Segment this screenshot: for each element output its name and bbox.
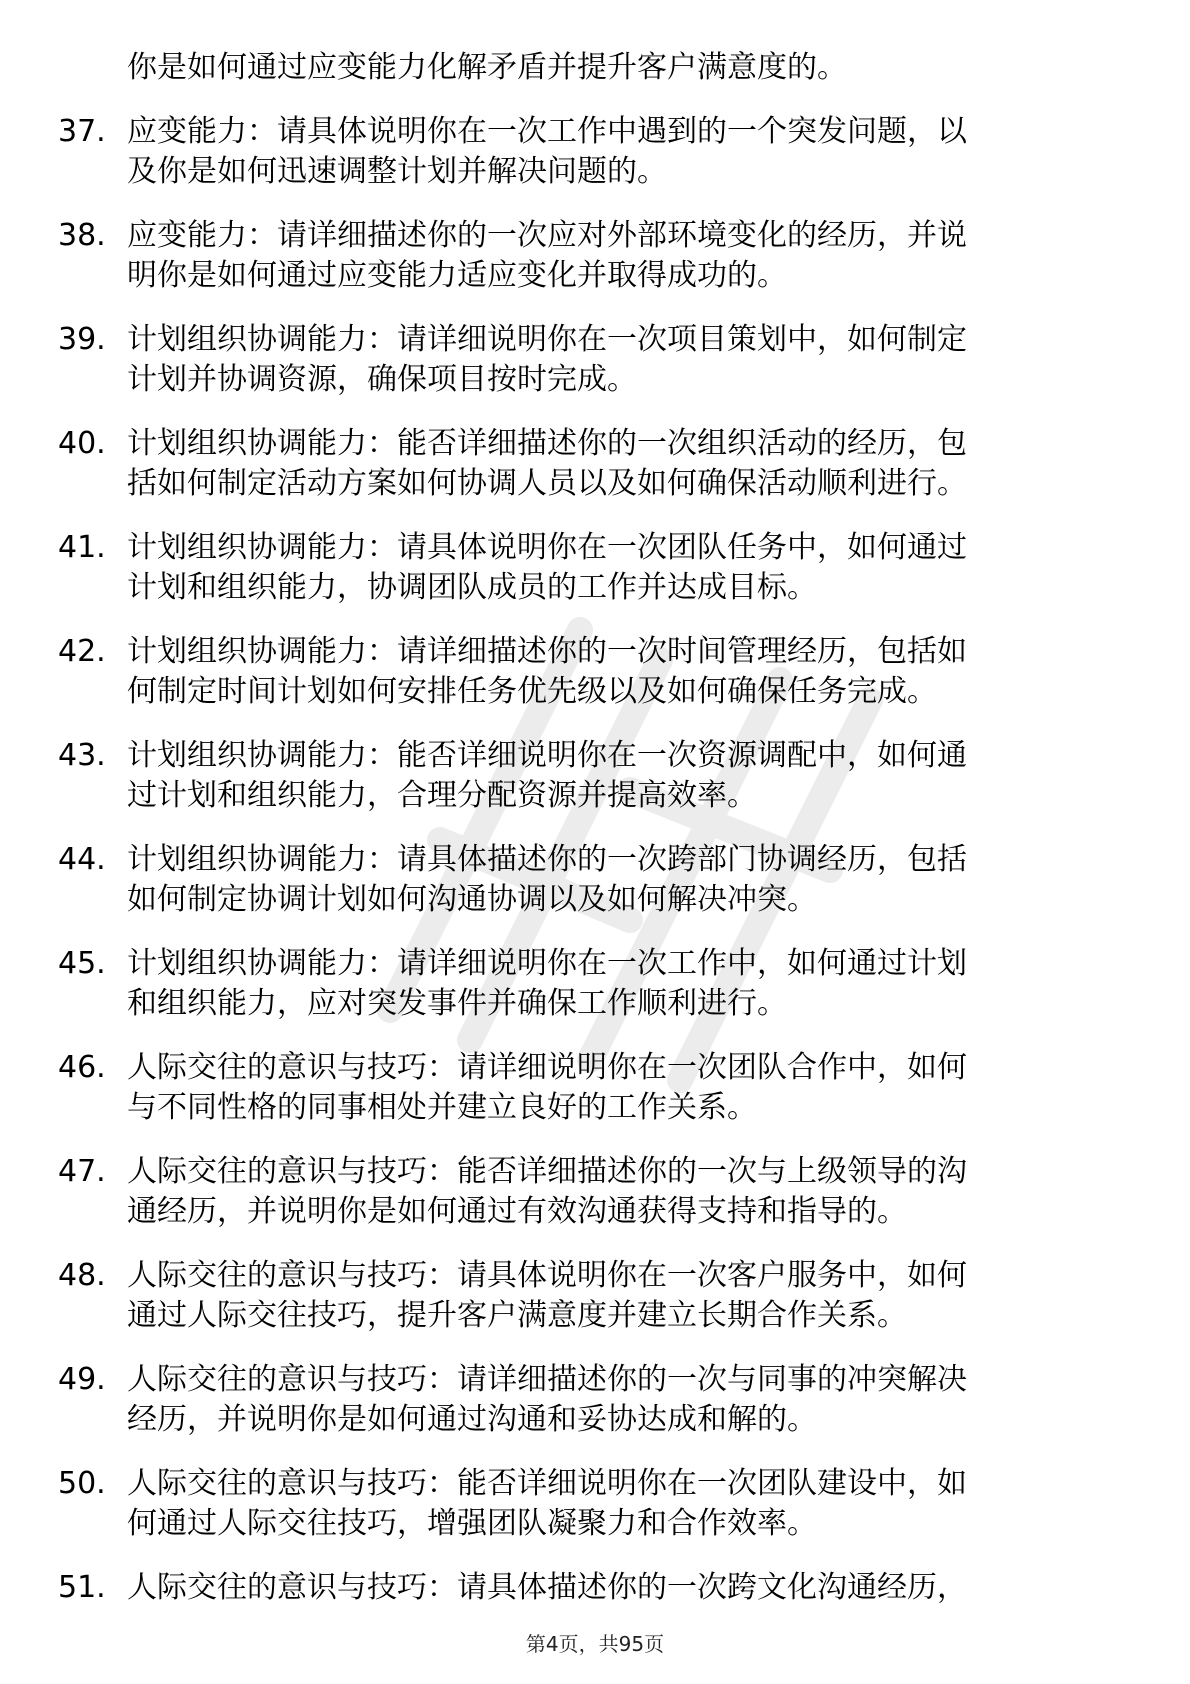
- continued-line: 你是如何通过应变能力化解矛盾并提升客户满意度的。: [127, 50, 847, 85]
- item-text: 人际交往的意识与技巧：能否详细说明你在一次团队建设中，如 何通过人际交往技巧，增强团队凝聚力和合作效率。: [127, 1466, 967, 1541]
- item-number: 37.: [58, 114, 106, 149]
- list-item: [0, 528, 1190, 608]
- item-number: 48.: [58, 1258, 106, 1293]
- list-item: [0, 1256, 1190, 1336]
- item-number: 49.: [58, 1362, 106, 1397]
- item-number: 38.: [58, 218, 106, 253]
- item-number: 51.: [58, 1570, 106, 1605]
- item-number: 39.: [58, 322, 106, 357]
- list-item: [0, 1464, 1190, 1544]
- page-number-footer: 第4页，共95页: [525, 1632, 665, 1656]
- question-list: [0, 48, 1190, 1632]
- item-text: 人际交往的意识与技巧：请具体说明你在一次客户服务中，如何 通过人际交往技巧，提升客户满意度并建立长期合作关系。: [127, 1258, 967, 1333]
- item-number: 42.: [58, 634, 106, 669]
- item-number: 46.: [58, 1050, 106, 1085]
- item-text: 计划组织协调能力：能否详细描述你的一次组织活动的经历，包 括如何制定活动方案如何协调人员以及如何确保活动顺利进行。: [127, 426, 967, 501]
- item-number: 50.: [58, 1466, 106, 1501]
- list-item: [0, 944, 1190, 1024]
- list-item: [0, 1048, 1190, 1128]
- item-text: 人际交往的意识与技巧：请具体描述你的一次跨文化沟通经历，: [127, 1570, 967, 1605]
- list-item: [0, 1568, 1190, 1608]
- item-text: 计划组织协调能力：能否详细说明你在一次资源调配中，如何通 过计划和组织能力，合理分配资源并提高效率。: [127, 738, 967, 813]
- list-item: [0, 320, 1190, 400]
- item-number: 45.: [58, 946, 106, 981]
- item-text: 应变能力：请详细描述你的一次应对外部环境变化的经历，并说 明你是如何通过应变能力适应变化并取得成功的。: [127, 218, 967, 293]
- item-text: 人际交往的意识与技巧：请详细描述你的一次与同事的冲突解决 经历，并说明你是如何通过沟通和妥协达成和解的。: [127, 1362, 967, 1437]
- item-text: 计划组织协调能力：请具体说明你在一次团队任务中，如何通过 计划和组织能力，协调团队成员的工作并达成目标。: [127, 530, 967, 605]
- item-text: 计划组织协调能力：请详细描述你的一次时间管理经历，包括如 何制定时间计划如何安排任务优先级以及如何确保任务完成。: [127, 634, 967, 709]
- item-text: 应变能力：请具体说明你在一次工作中遇到的一个突发问题，以 及你是如何迅速调整计划并解决问题的。: [127, 114, 967, 189]
- item-number: 40.: [58, 426, 106, 461]
- list-item: [0, 632, 1190, 712]
- list-item: [0, 1152, 1190, 1232]
- item-text: 计划组织协调能力：请详细说明你在一次工作中，如何通过计划 和组织能力，应对突发事件并确保工作顺利进行。: [127, 946, 967, 1021]
- list-item: [0, 736, 1190, 816]
- item-text: 计划组织协调能力：请详细说明你在一次项目策划中，如何制定 计划并协调资源，确保项目按时完成。: [127, 322, 967, 397]
- list-item: [0, 216, 1190, 296]
- item-number: 47.: [58, 1154, 106, 1189]
- item-text: 人际交往的意识与技巧：请详细说明你在一次团队合作中，如何 与不同性格的同事相处并建立良好的工作关系。: [127, 1050, 967, 1125]
- item-number: 41.: [58, 530, 106, 565]
- item-number: 43.: [58, 738, 106, 773]
- list-item: [0, 424, 1190, 504]
- list-item: [0, 840, 1190, 920]
- item-text: 计划组织协调能力：请具体描述你的一次跨部门协调经历，包括 如何制定协调计划如何沟通协调以及如何解决冲突。: [127, 842, 967, 917]
- item-number: 44.: [58, 842, 106, 877]
- list-item: [0, 112, 1190, 192]
- list-item: [0, 1360, 1190, 1440]
- item-text: 人际交往的意识与技巧：能否详细描述你的一次与上级领导的沟 通经历，并说明你是如何通过有效沟通获得支持和指导的。: [127, 1154, 967, 1229]
